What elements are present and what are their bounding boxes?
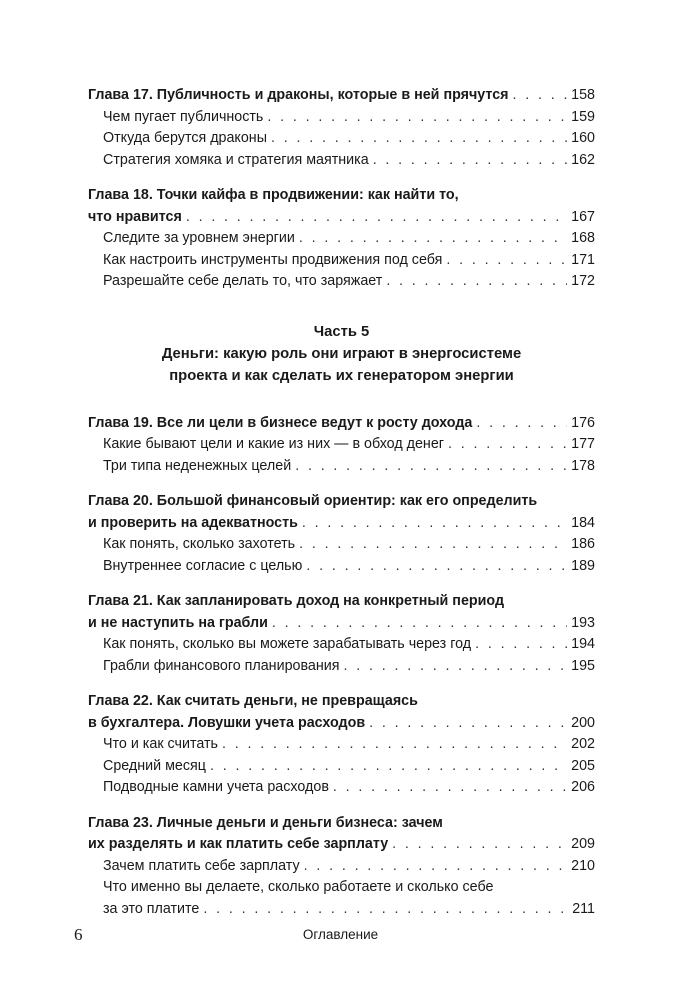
table-of-contents [88, 85, 595, 934]
page-ref: 158 [571, 87, 595, 103]
chapter-20 [88, 491, 595, 577]
toc-entry[interactable] [88, 756, 595, 778]
running-title: Оглавление [302, 927, 379, 942]
dot-leader [295, 456, 567, 478]
chapter-19 [88, 413, 595, 478]
chapter-title: Глава 17. Публичность и драконы, которые в ней прячутся [88, 87, 509, 103]
dot-leader [299, 534, 567, 556]
section-title: Что и как считать [103, 736, 218, 752]
dot-leader [343, 656, 567, 678]
section-title: Подводные камни учета расходов [103, 779, 329, 795]
toc-entry[interactable] [88, 856, 595, 878]
page-ref: 206 [571, 779, 595, 795]
dot-leader [448, 434, 567, 456]
part-title-line: проекта и как сделать их генератором энергии [169, 367, 514, 384]
dot-leader [210, 756, 567, 778]
section-title: Откуда берутся драконы [103, 130, 267, 146]
section-title: Какие бывают цели и какие из них — в обход денег [103, 436, 444, 452]
part-title-line: Деньги: какую роль они играют в энергосистеме [161, 345, 522, 362]
section-title: Разрешайте себе делать то, что заряжает [103, 273, 383, 289]
toc-entry[interactable] [88, 456, 595, 478]
chapter-17 [88, 85, 595, 171]
chapter-title: и не наступить на грабли [88, 614, 268, 631]
chapter-18 [88, 185, 595, 293]
toc-entry[interactable] [88, 228, 595, 250]
section-title: Следите за уровнем энергии [103, 230, 295, 246]
dot-leader [306, 556, 567, 578]
chapter-title: Глава 19. Все ли цели в бизнесе ведут к росту дохода [88, 414, 473, 431]
section-title: за это платите [103, 900, 200, 917]
page-ref: 202 [571, 736, 595, 752]
dot-leader [272, 613, 567, 635]
toc-entry[interactable] [88, 85, 595, 107]
page-ref: 210 [571, 857, 595, 874]
section-title-line: Что именно вы делаете, сколько работаете и сколько себе [103, 879, 494, 895]
dot-leader [304, 856, 568, 878]
chapter-title-line: Глава 22. Как считать деньги, не превращаясь [88, 693, 418, 709]
dot-leader [476, 413, 567, 435]
toc-entry[interactable] [88, 434, 595, 456]
page-number: 6 [74, 925, 83, 944]
chapter-title-line: Глава 21. Как запланировать доход на конкретный период [88, 593, 505, 609]
toc-entry[interactable] [88, 656, 595, 678]
toc-entry[interactable] [88, 713, 595, 735]
page-ref: 200 [571, 714, 595, 731]
toc-entry[interactable] [88, 634, 595, 656]
toc-entry[interactable] [88, 556, 595, 578]
section-title: Как понять, сколько захотеть [103, 536, 296, 552]
chapter-21 [88, 591, 595, 677]
chapter-title-line: Глава 20. Большой финансовый ориентир: как его определить [88, 493, 538, 509]
dot-leader [446, 250, 567, 272]
chapter-22 [88, 691, 595, 799]
toc-entry[interactable] [88, 107, 595, 129]
page-footer [0, 925, 681, 949]
page-ref: 194 [571, 636, 595, 652]
dot-leader [299, 228, 567, 250]
section-title: Чем пугает публичность [103, 108, 264, 125]
section-title: Как понять, сколько вы можете зарабатывать через год [103, 636, 472, 652]
section-title: Как настроить инструменты продвижения под себя [103, 251, 443, 268]
dot-leader [222, 734, 567, 756]
section-title: Средний месяц [103, 757, 206, 774]
dot-leader [475, 634, 567, 656]
part-5-heading [88, 321, 595, 387]
page-ref: 176 [571, 414, 595, 431]
section-title: Зачем платить себе зарплату [103, 857, 300, 874]
page-ref: 209 [571, 836, 595, 852]
section-title: Три типа неденежных целей [103, 457, 292, 474]
toc-entry[interactable] [88, 513, 595, 535]
page-ref: 178 [571, 457, 595, 474]
dot-leader [302, 513, 567, 535]
dot-leader [373, 150, 567, 172]
section-title: Стратегия хомяка и стратегия маятника [103, 151, 369, 168]
dot-leader [186, 207, 567, 229]
part-label: Часть 5 [313, 323, 370, 340]
page-ref: 193 [571, 614, 595, 631]
section-title: Внутреннее согласие с целью [103, 557, 303, 574]
toc-entry[interactable] [88, 899, 595, 921]
toc-entry[interactable] [88, 207, 595, 229]
toc-entry[interactable] [88, 734, 595, 756]
toc-entry[interactable] [88, 150, 595, 172]
page-ref: 205 [571, 757, 595, 774]
dot-leader [392, 834, 567, 856]
page-ref: 159 [571, 108, 595, 125]
toc-entry[interactable] [88, 613, 595, 635]
page-ref: 162 [571, 151, 595, 168]
dot-leader [513, 85, 568, 107]
dot-leader [386, 271, 567, 293]
toc-entry[interactable] [88, 534, 595, 556]
page-ref: 211 [572, 900, 595, 917]
page-ref: 172 [571, 273, 595, 289]
toc-entry[interactable] [88, 128, 595, 150]
dot-leader [333, 777, 567, 799]
dot-leader [369, 713, 567, 735]
page-ref: 195 [571, 657, 595, 674]
page-ref: 186 [571, 536, 595, 552]
chapter-title: в бухгалтера. Ловушки учета расходов [88, 714, 366, 731]
toc-entry[interactable] [88, 413, 595, 435]
section-title: Грабли финансового планирования [103, 657, 340, 674]
dot-leader [267, 107, 567, 129]
chapter-title-line: Глава 18. Точки кайфа в продвижении: как найти то, [88, 187, 459, 203]
page-ref: 167 [571, 208, 595, 225]
toc-entry[interactable] [88, 271, 595, 293]
page-ref: 171 [571, 251, 595, 268]
chapter-title: их разделять и как платить себе зарплату [88, 836, 389, 852]
page-ref: 177 [571, 436, 595, 452]
toc-entry[interactable] [88, 250, 595, 272]
chapter-23 [88, 813, 595, 921]
toc-entry[interactable] [88, 834, 595, 856]
page-ref: 160 [571, 130, 595, 146]
page-ref: 168 [571, 230, 595, 246]
chapter-title: что нравится [88, 208, 182, 225]
chapter-title: и проверить на адекватность [88, 514, 298, 531]
dot-leader [203, 899, 568, 921]
page-ref: 184 [571, 514, 595, 531]
toc-entry[interactable] [88, 777, 595, 799]
chapter-title-line: Глава 23. Личные деньги и деньги бизнеса: зачем [88, 814, 443, 831]
dot-leader [271, 128, 567, 150]
page-ref: 189 [571, 557, 595, 574]
